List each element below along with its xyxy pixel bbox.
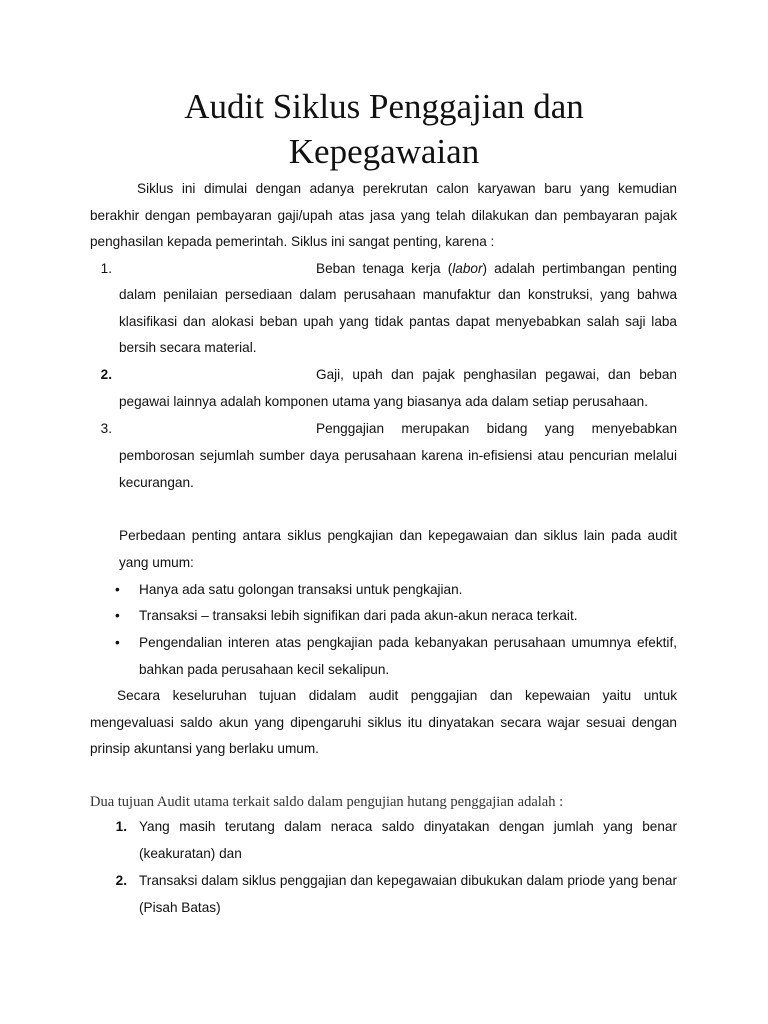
differences-intro: Perbedaan penting antara siklus pengkajian dan kepegawaian dan siklus lain pada audit yang umum: xyxy=(119,528,677,570)
bullet-1-text: Hanya ada satu golongan transaksi untuk pengkajian. xyxy=(139,582,463,597)
reason-1-italic: labor xyxy=(452,261,483,276)
bullet-1-symbol: • xyxy=(115,582,120,597)
objective-1-number: 1. xyxy=(115,819,127,834)
objective-2-number: 2. xyxy=(115,873,127,888)
reason-1-pre: Beban tenaga kerja ( xyxy=(316,261,453,276)
reason-1-number: 1. xyxy=(100,261,112,276)
reason-3-rest: pemborosan sejumlah sumber daya perusahaan karena in-efisiensi atau pencurian melalui kecurangan. xyxy=(119,448,677,490)
bullet-3-text: Pengendalian interen atas pengkajian pada kebanyakan perusahaan umumnya efektif, bahkan pada perusahaan kecil sekalipun. xyxy=(139,635,677,677)
overall-text: Secara keseluruhan tujuan didalam audit penggajian dan kepewaian yaitu untuk mengevaluasi saldo akun yang dipengaruhi siklus itu dinyatakan secara wajar sesuai dengan prinsip akuntansi yang berlaku umum. xyxy=(90,688,677,757)
reason-2-first-line: Gaji, upah dan pajak penghasilan pegawai, dan beban xyxy=(316,367,677,382)
intro-text: Siklus ini dimulai dengan adanya perekrutan calon karyawan baru yang kemudian berakhir dengan pembayaran gaji/upah atas jasa yang telah dilakukan dan pembayaran pajak penghasilan kepada pemerintah. Siklus ini sangat penting, karena : xyxy=(90,181,677,250)
reason-1-first-line xyxy=(316,256,677,283)
reason-3-number: 3. xyxy=(100,421,112,436)
reason-3-first-line: Penggajian merupakan bidang yang menyebabkan xyxy=(316,421,677,436)
reason-1-post: ) adalah pertimbangan penting xyxy=(482,261,677,276)
bullet-2-symbol: • xyxy=(115,608,120,623)
objective-1-text: Yang masih terutang dalam neraca saldo dinyatakan dengan jumlah yang benar (keakuratan) dan xyxy=(139,819,677,861)
reason-1-rest: dalam penilaian persediaan dalam perusahaan manufaktur dan konstruksi, yang bahwa klasifikasi dan alokasi beban upah yang tidak pantas dapat menyebabkan salah saji laba bersih secara material. xyxy=(119,287,677,356)
objective-2-text: Transaksi dalam siklus penggajian dan kepegawaian dibukukan dalam priode yang benar (Pisah Batas) xyxy=(139,873,677,915)
document-title: Audit Siklus Penggajian dan Kepegawaian xyxy=(184,87,584,171)
objectives-heading: Dua tujuan Audit utama terkait saldo dalam pengujian hutang penggajian adalah : xyxy=(90,794,564,810)
bullet-2-text: Transaksi – transaksi lebih signifikan dari pada akun-akun neraca terkait. xyxy=(139,608,578,623)
reason-2-number: 2. xyxy=(100,367,112,382)
bullet-3-symbol: • xyxy=(115,635,120,650)
intro-paragraph xyxy=(90,176,677,256)
reason-2-rest: pegawai lainnya adalah komponen utama yang biasanya ada dalam setiap perusahaan. xyxy=(119,394,649,409)
overall-paragraph xyxy=(90,683,677,763)
